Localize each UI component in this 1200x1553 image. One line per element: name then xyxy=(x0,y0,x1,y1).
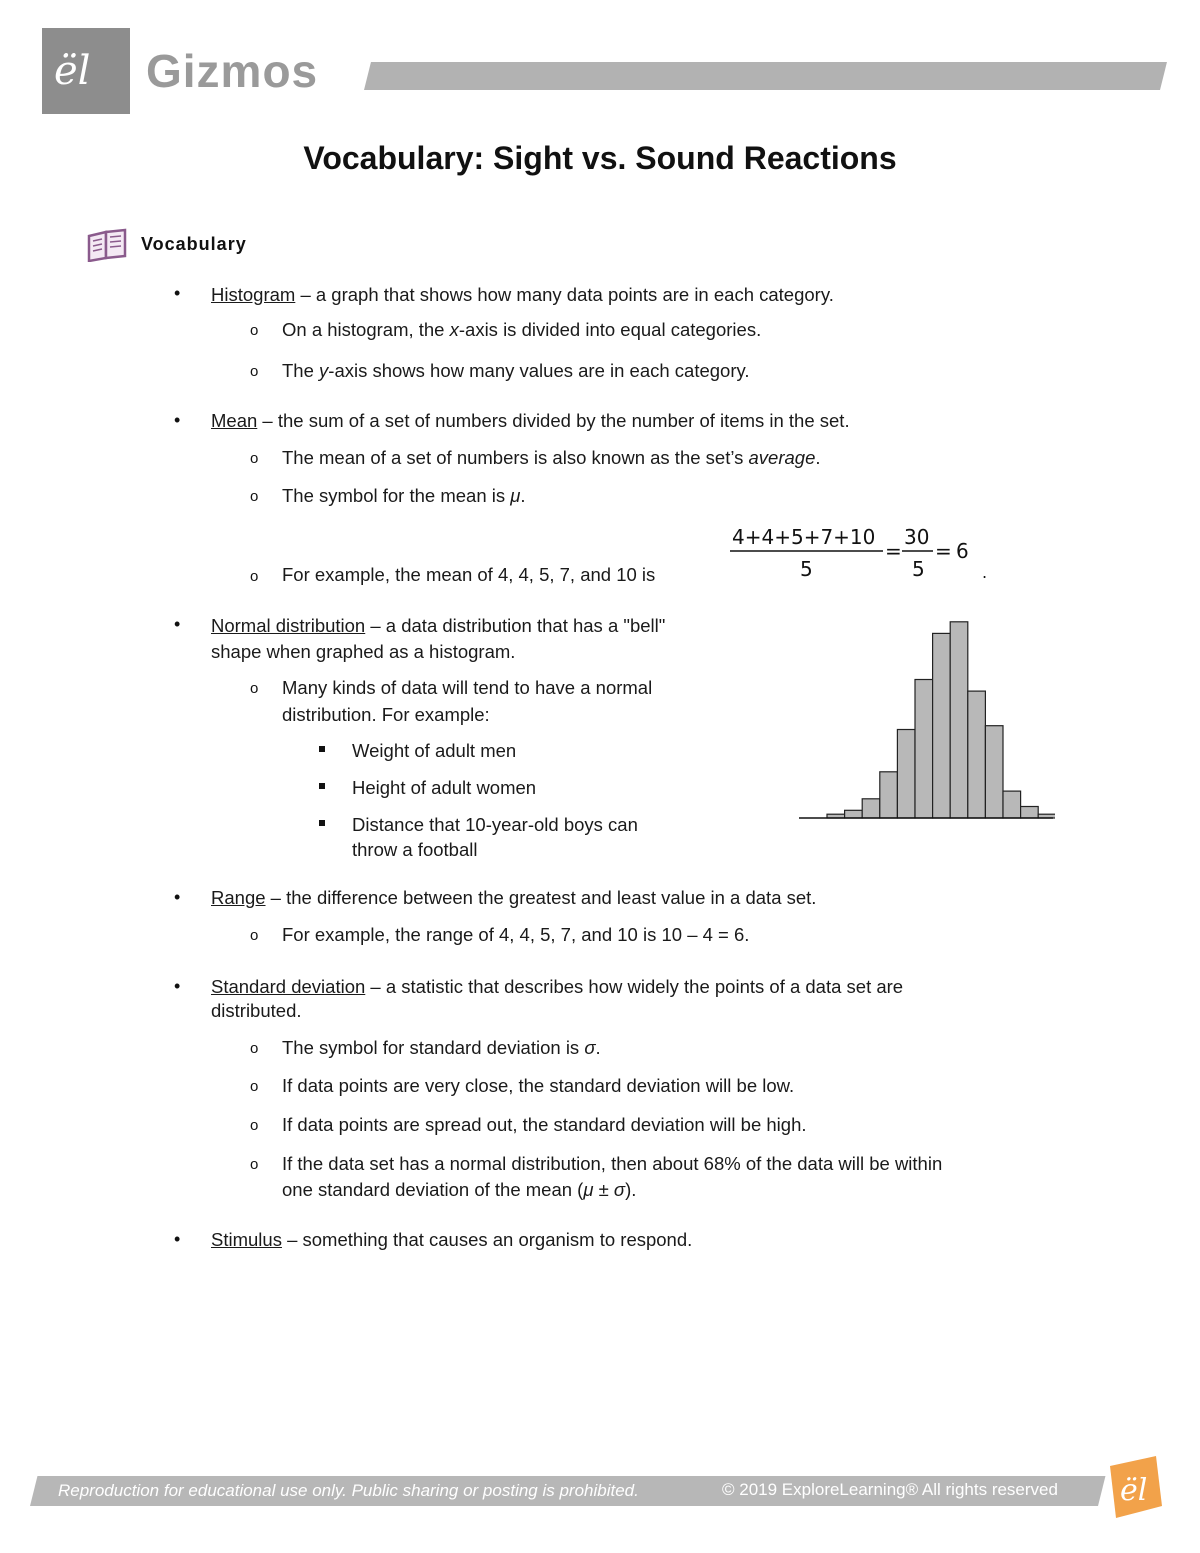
list-item-continued: throw a football xyxy=(352,839,478,860)
text: The mean of a set of numbers is also known as the set’s xyxy=(282,447,749,468)
term-stimulus: Stimulus xyxy=(211,1229,282,1250)
logo-glyph: ël xyxy=(54,48,91,94)
histogram-bars xyxy=(827,622,1055,818)
definition: – a statistic that describes how widely the points of a data set are xyxy=(365,976,904,997)
list-item xyxy=(282,1036,601,1060)
list-item-continued: distribution. For example: xyxy=(282,704,490,725)
text: The symbol for the mean is xyxy=(282,485,511,506)
sub-bullet: o xyxy=(250,363,259,380)
text: . xyxy=(520,485,526,506)
histogram-bar xyxy=(933,633,951,818)
sub-bullet: o xyxy=(250,1117,259,1134)
histogram-bar xyxy=(985,726,1003,818)
formula-denominator: 5 xyxy=(800,557,813,581)
footer-disclaimer: Reproduction for educational use only. Public sharing or posting is prohibited. xyxy=(58,1481,639,1500)
list-item xyxy=(282,446,821,470)
histogram-bar xyxy=(880,772,898,818)
square-bullet xyxy=(319,783,325,789)
sub-bullet: o xyxy=(250,450,259,467)
book-icon xyxy=(86,228,128,262)
text-italic: x xyxy=(449,319,459,340)
list-item xyxy=(282,359,750,383)
list-item: For example, the range of 4, 4, 5, 7, and 10 is 10 – 4 = 6. xyxy=(282,924,750,945)
list-item: If the data set has a normal distribution, then about 68% of the data will be within xyxy=(282,1153,943,1174)
histogram-bar xyxy=(968,691,986,818)
sub-bullet: o xyxy=(250,1040,259,1057)
definition: – a graph that shows how many data points are in each category. xyxy=(295,284,834,305)
header-bar xyxy=(364,62,1167,90)
brand-name: Gizmos xyxy=(146,45,319,97)
footer-copyright: © 2019 ExploreLearning® All rights reserved xyxy=(722,1480,1058,1499)
list-item xyxy=(282,318,761,342)
histogram-bar xyxy=(862,799,880,818)
list-item-standard-deviation xyxy=(211,975,903,999)
mean-formula xyxy=(728,520,988,590)
bullet: • xyxy=(174,887,181,907)
term-standard-deviation: Standard deviation xyxy=(211,976,366,997)
histogram-bar xyxy=(950,622,968,818)
bullet: • xyxy=(174,283,181,303)
histogram-chart xyxy=(797,612,1055,824)
sub-bullet: o xyxy=(250,1078,259,1095)
section-label: Vocabulary xyxy=(141,234,247,254)
term-histogram: Histogram xyxy=(211,284,296,305)
list-item: If data points are very close, the standard deviation will be low. xyxy=(282,1075,795,1096)
histogram-bar xyxy=(897,730,915,819)
formula-numerator: 4+4+5+7+10 xyxy=(732,525,876,549)
histogram-bar xyxy=(1003,791,1021,818)
formula-equals-2: = xyxy=(935,539,952,563)
text: On a histogram, the xyxy=(282,319,450,340)
definition-continued: distributed. xyxy=(211,1000,302,1021)
sub-bullet: o xyxy=(250,568,259,585)
text-italic: σ xyxy=(584,1037,596,1058)
term-range: Range xyxy=(211,887,266,908)
list-item: Distance that 10-year-old boys can xyxy=(352,814,638,835)
list-item xyxy=(282,484,526,508)
formula-equals: = xyxy=(885,539,902,563)
text-italic: μ ± σ xyxy=(583,1179,626,1200)
text: one standard deviation of the mean ( xyxy=(282,1179,584,1200)
sub-bullet: o xyxy=(250,680,259,697)
list-item-histogram xyxy=(211,283,834,307)
definition: – something that causes an organism to respond. xyxy=(281,1229,693,1250)
page-title: Vocabulary: Sight vs. Sound Reactions xyxy=(303,140,897,176)
bullet: • xyxy=(174,614,181,634)
list-item-normal-distribution xyxy=(211,614,665,638)
text: . xyxy=(815,447,821,468)
definition: – a data distribution that has a "bell" xyxy=(365,615,666,636)
text-italic: y xyxy=(319,360,329,381)
histogram-bar xyxy=(845,810,863,818)
formula-denominator-2: 5 xyxy=(912,557,925,581)
histogram-bar xyxy=(915,680,933,819)
bullet: • xyxy=(174,1229,181,1249)
formula-result: 6 xyxy=(956,539,969,563)
formula-numerator-2: 30 xyxy=(904,525,930,549)
text: The symbol for standard deviation is xyxy=(282,1037,585,1058)
definition: – the difference between the greatest and least value in a data set. xyxy=(265,887,817,908)
list-item-range xyxy=(211,886,816,910)
text: The xyxy=(282,360,320,381)
sub-bullet: o xyxy=(250,322,259,339)
square-bullet xyxy=(319,746,325,752)
histogram-bar xyxy=(1021,807,1039,819)
bullet: • xyxy=(174,976,181,996)
text-italic: average xyxy=(748,447,816,468)
sub-bullet: o xyxy=(250,1156,259,1173)
term-normal-distribution: Normal distribution xyxy=(211,615,366,636)
definition: – the sum of a set of numbers divided by the number of items in the set. xyxy=(257,410,850,431)
sub-bullet: o xyxy=(250,927,259,944)
explorelearning-logo xyxy=(42,28,130,114)
list-item: Height of adult women xyxy=(352,777,537,798)
text: -axis shows how many values are in each category. xyxy=(328,360,750,381)
footer-logo-glyph: ël xyxy=(1120,1473,1148,1508)
definition-continued: shape when graphed as a histogram. xyxy=(211,641,516,662)
text: ). xyxy=(625,1179,637,1200)
bullet: • xyxy=(174,410,181,430)
list-item: Many kinds of data will tend to have a normal xyxy=(282,677,653,698)
term-mean: Mean xyxy=(211,410,258,431)
list-item-stimulus xyxy=(211,1228,692,1252)
list-item: Weight of adult men xyxy=(352,740,517,761)
formula-period: . xyxy=(982,563,988,582)
square-bullet xyxy=(319,820,325,826)
list-item: For example, the mean of 4, 4, 5, 7, and 10 is xyxy=(282,564,656,585)
list-item-continued xyxy=(282,1178,636,1202)
sub-bullet: o xyxy=(250,488,259,505)
explorelearning-footer-logo xyxy=(1100,1452,1166,1522)
text-italic: μ xyxy=(510,485,521,506)
list-item-mean xyxy=(211,409,850,433)
list-item: If data points are spread out, the standard deviation will be high. xyxy=(282,1114,807,1135)
text: . xyxy=(595,1037,601,1058)
text: -axis is divided into equal categories. xyxy=(458,319,762,340)
